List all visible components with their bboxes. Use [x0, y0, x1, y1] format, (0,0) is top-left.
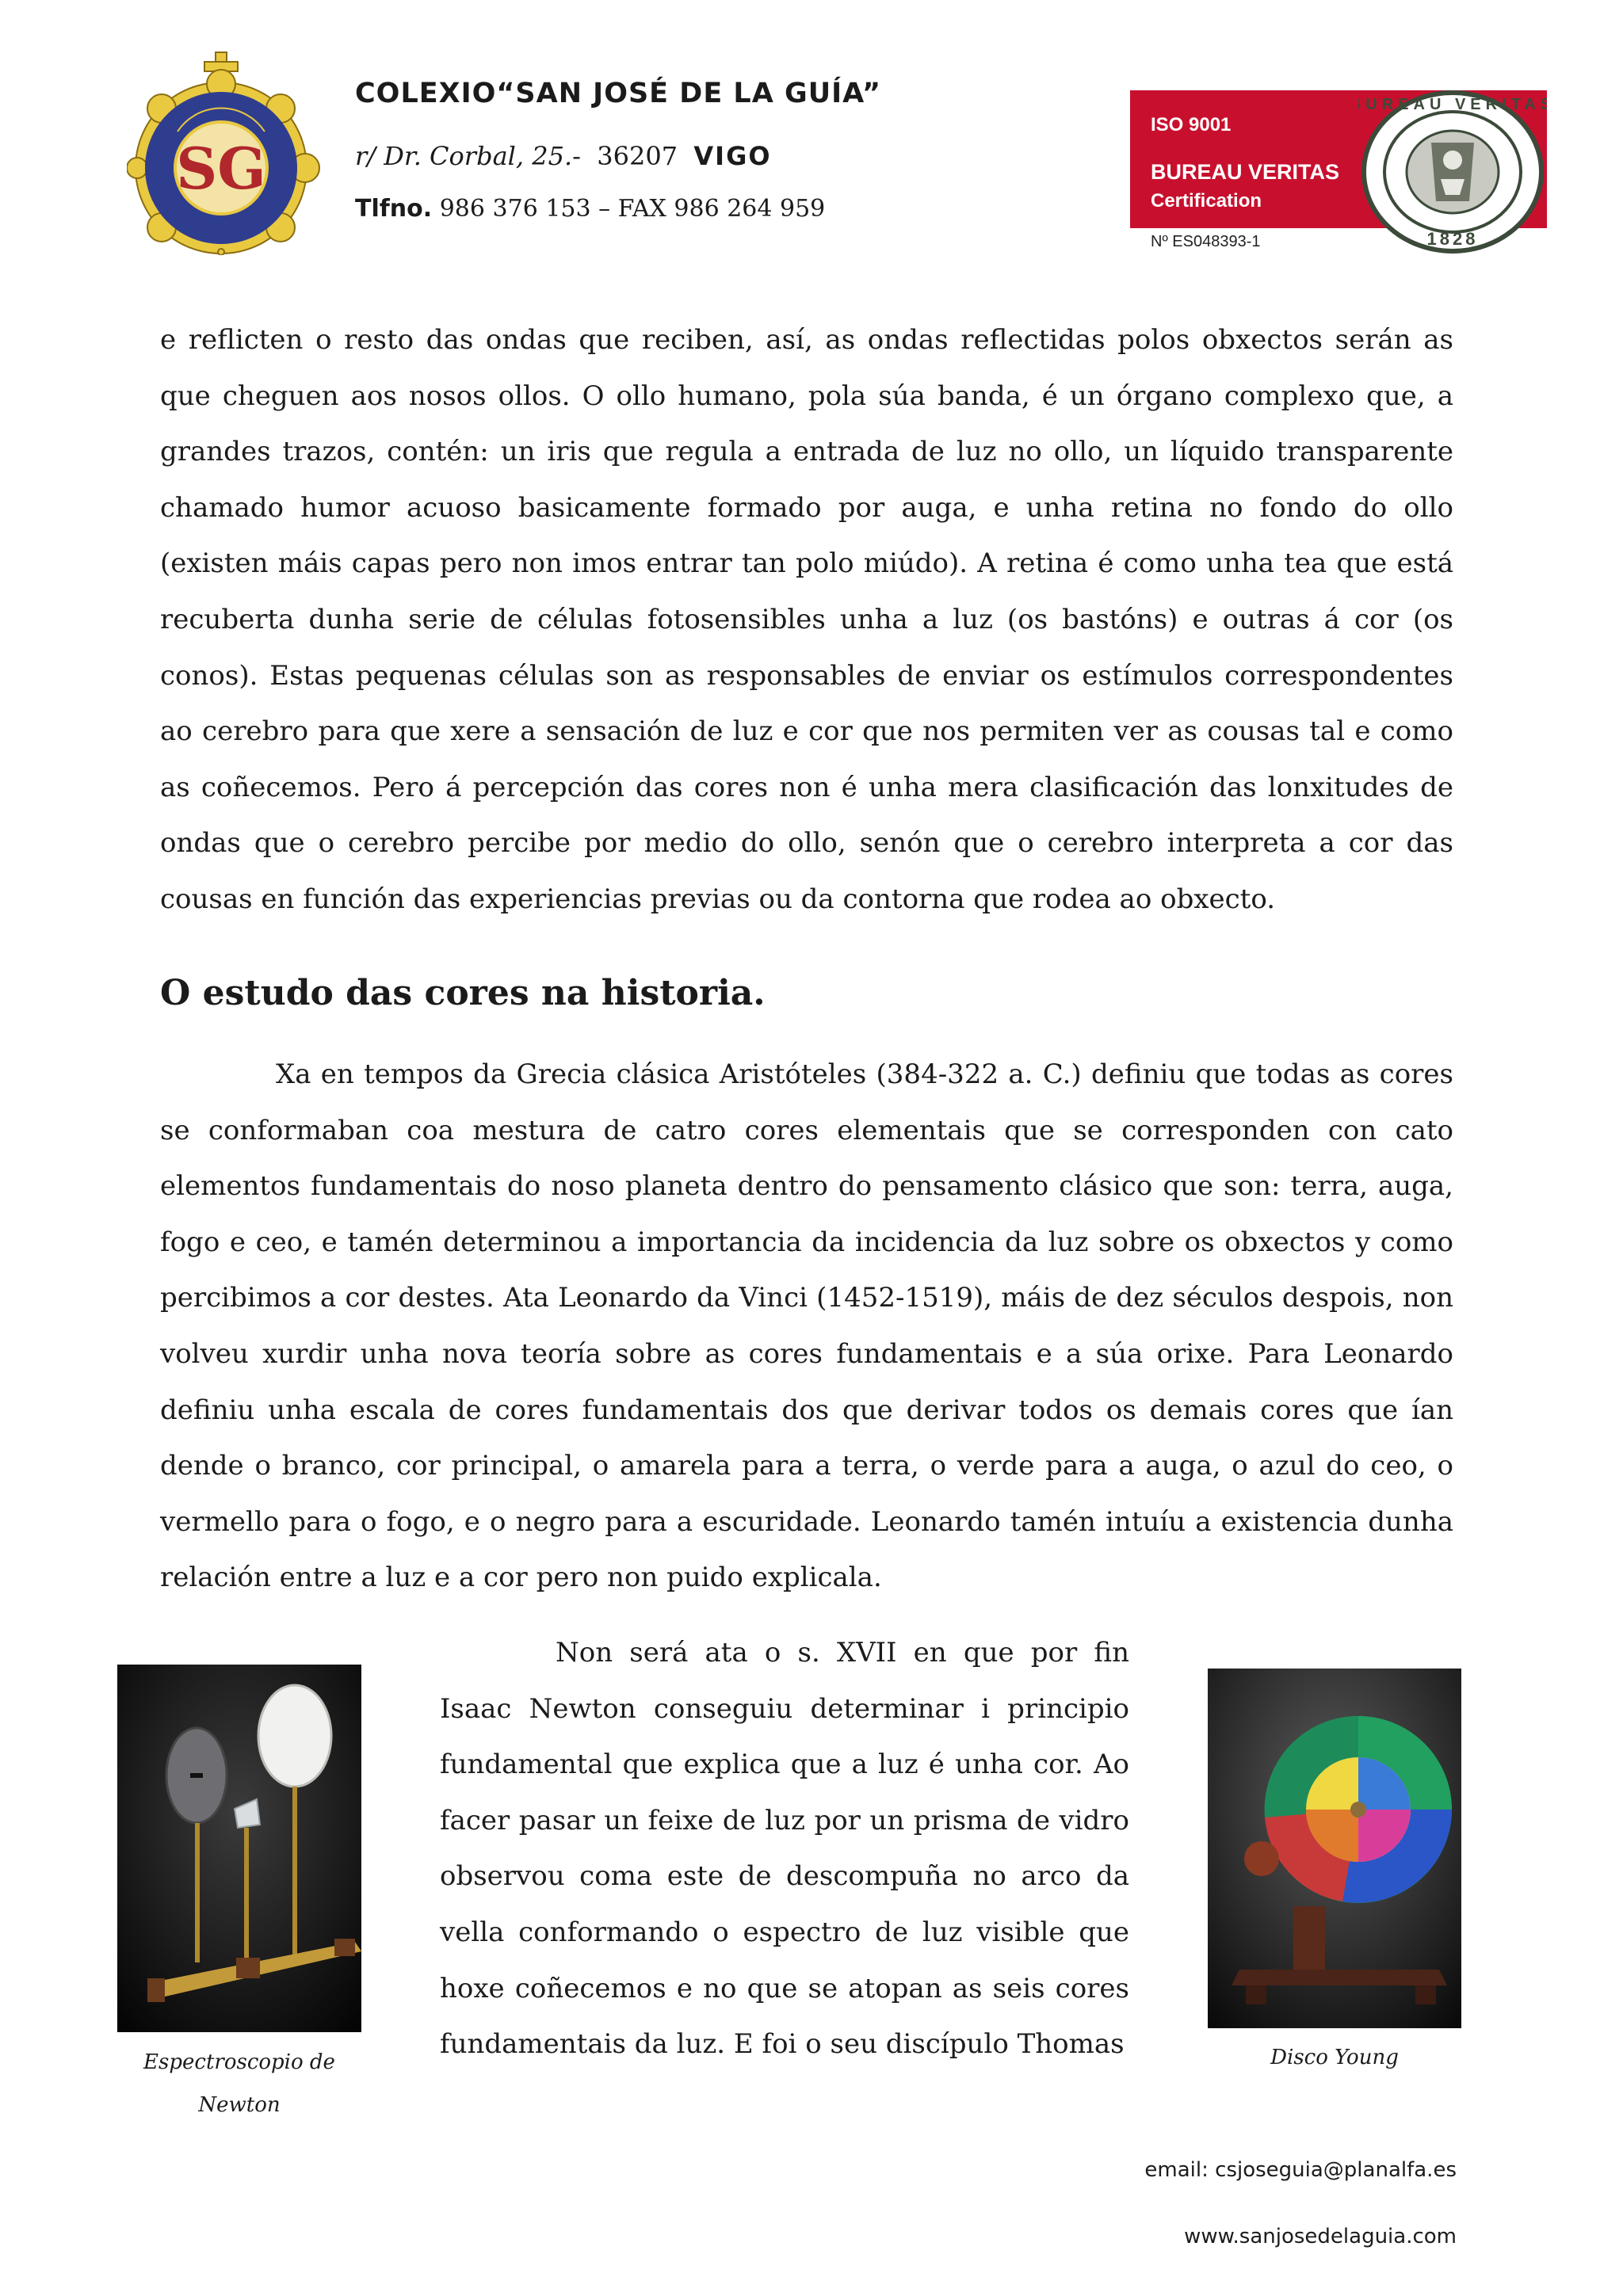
- address-city: VIGO: [693, 141, 772, 171]
- cert-certification: Certification: [1151, 190, 1262, 212]
- phone-numbers: 986 376 153 – FAX 986 264 959: [439, 195, 826, 223]
- school-address: [355, 141, 772, 171]
- phone-label: Tlfno.: [355, 195, 433, 223]
- caption-young-disc: Disco Young: [1270, 2046, 1399, 2069]
- paragraph-history: Xa en tempos da Grecia clásica Aristóteles (384-322 a. C.) definiu que todas as cores se conformaban coa mestura de catro cores elementais que se corresponden con cato elementos fundamentais do noso planeta dentro do pensamento clásico que son: terra, auga, fogo e ceo, e tamén determinou a importancia da incidencia da luz sobre os obxectos y como percibimos a cor destes. Ata Leonardo da Vinci (1452-1519), máis de dez séculos despois, non volveu xurdir unha nova teoría sobre as cores fundamentais e a súa orixe. Para Leonardo definiu unha escala de cores fundamentais dos que derivar todos os demais cores que ían dende o branco, cor principal, o amarela para a terra, o verde para a auga, o azul do ceo, o vermello para o fogo, e o negro para a escuridade. Leonardo tamén intuíu a existencia dunha relación entre a luz e a cor pero non puido explicala.: [160, 1058, 1453, 1594]
- school-phone: [355, 195, 825, 223]
- cert-iso: ISO 9001: [1151, 114, 1232, 135]
- iso-certification-badge: [1130, 90, 1547, 257]
- svg-text:SG: SG: [176, 135, 266, 202]
- svg-text:1828: 1828: [1426, 229, 1479, 249]
- young-disc-image: [1208, 1669, 1461, 2028]
- address-street: r/ Dr. Corbal, 25.-: [355, 141, 581, 171]
- address-postcode: 36207: [597, 141, 678, 171]
- school-name: COLEXIO“SAN JOSÉ DE LA GUÍA”: [355, 78, 882, 109]
- svg-text:BUREAU VERITAS: BUREAU VERITAS: [1358, 96, 1547, 113]
- bureau-veritas-seal-icon: [1358, 90, 1547, 254]
- paragraph-eye: e reflicten o resto das ondas que reciben, así, as ondas reflectidas polos obxectos serán as que cheguen aos nosos ollos. O ollo humano, pola súa banda, é un órgano complexo que, a grandes trazos, contén: un iris que regula a entrada de luz no ollo, un líquido transparente chamado humor acuoso basicamente formado por auga, e unha retina no fondo do ollo (existen máis capas pero non imos entrar tan polo miúdo). A retina é como unha tea que está recuberta dunha serie de células fotosensibles unha a luz (os bastóns) e outras á cor (os conos). Estas pequenas células son as responsables de enviar os estímulos correspondentes ao cerebro para que xere a sensación de luz e cor que nos permiten ver as cousas tal e como as coñecemos. Pero á percepción das cores non é unha mera clasificación das lonxitudes de ondas que o cerebro percibe por medio do ollo, senón que o cerebro interpreta a cor das cousas en función das experiencias previas ou da contorna que rodea ao obxecto.: [160, 324, 1453, 915]
- footer-email[interactable]: email: csjoseguia@planalfa.es: [1144, 2158, 1457, 2182]
- school-logo: [127, 49, 325, 255]
- cert-bureau: BUREAU VERITAS: [1151, 160, 1340, 184]
- paragraph-newton: Non será ata o s. XVII en que por fin Isaac Newton conseguiu determinar i principio fundamental que explica que a luz é unha cor. Ao facer pasar un feixe de luz por un prisma de vidro observou coma este de descompuña no arco da vella conformando o espectro de luz visible que hoxe coñecemos e no que se atopan as seis cores fundamentais da luz. E foi o seu discípulo Thomas: [440, 1637, 1129, 2061]
- newton-spectroscope-image: [117, 1665, 361, 2032]
- footer-website[interactable]: www.sanjosedelaguia.com: [1184, 2225, 1457, 2248]
- section-heading: O estudo das cores na historia.: [160, 973, 766, 1013]
- caption-newton-spectroscope: Espectroscopio de Newton: [143, 2050, 335, 2117]
- cert-number: Nº ES048393-1: [1151, 233, 1261, 250]
